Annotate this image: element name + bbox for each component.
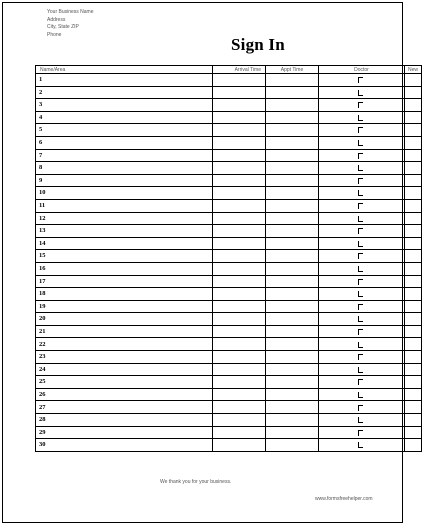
new-cell[interactable] [405,439,422,452]
table-row [36,388,422,401]
new-patient-checkbox[interactable] [358,354,363,360]
new-cell[interactable] [405,414,422,427]
name-cell[interactable] [36,124,213,137]
appt-time-cell[interactable] [266,401,319,414]
table-row [36,313,422,326]
new-patient-checkbox[interactable] [358,190,363,196]
new-cell[interactable] [405,250,422,263]
name-cell[interactable] [36,174,213,187]
appt-time-cell[interactable] [266,99,319,112]
name-cell[interactable] [36,414,213,427]
new-patient-checkbox[interactable] [358,342,363,348]
row-number: 21 [39,328,46,335]
name-cell[interactable] [36,262,213,275]
arrival-time-cell[interactable] [213,212,266,225]
table-row [36,187,422,200]
row-number: 8 [39,164,43,172]
new-patient-checkbox[interactable] [358,291,363,297]
business-info [47,9,94,39]
arrival-time-cell[interactable] [213,338,266,351]
new-cell[interactable] [405,363,422,376]
arrival-time-cell[interactable] [213,111,266,124]
row-number: 11 [39,202,46,209]
new-patient-checkbox[interactable] [358,216,363,222]
name-cell[interactable] [36,376,213,389]
new-cell[interactable] [405,426,422,439]
appt-time-cell[interactable] [266,199,319,212]
table-row [36,174,422,187]
arrival-time-cell[interactable] [213,86,266,99]
table-row [36,86,422,99]
appt-time-cell[interactable] [266,325,319,338]
new-patient-checkbox[interactable] [358,165,363,171]
new-patient-checkbox[interactable] [358,228,363,234]
row-number: 7 [39,151,43,159]
row-number: 14 [39,239,46,247]
row-number: 28 [39,416,46,424]
new-cell[interactable] [405,99,422,112]
new-patient-checkbox[interactable] [358,329,363,335]
table-row [36,199,422,212]
business-city-state-zip: City, State ZIP [47,24,79,30]
name-cell[interactable] [36,111,213,124]
arrival-time-cell[interactable] [213,149,266,162]
appt-time-cell[interactable] [266,187,319,200]
appt-time-cell[interactable] [266,376,319,389]
appt-time-cell[interactable] [266,237,319,250]
row-number: 18 [39,290,46,298]
appt-time-cell[interactable] [266,351,319,364]
table-row [36,237,422,250]
new-cell[interactable] [405,199,422,212]
table-row [36,414,422,427]
row-number: 3 [39,101,43,109]
table-row [36,111,422,124]
table-row [36,225,422,238]
arrival-time-cell[interactable] [213,300,266,313]
sign-in-table [35,65,422,452]
new-patient-checkbox[interactable] [358,203,363,209]
appt-time-cell[interactable] [266,136,319,149]
arrival-time-cell[interactable] [213,136,266,149]
new-patient-checkbox[interactable] [358,279,363,285]
table-row [36,99,422,112]
new-cell[interactable] [405,275,422,288]
column-header-appt-time: Appt Time [266,66,319,74]
name-cell[interactable] [36,225,213,238]
new-cell[interactable] [405,86,422,99]
arrival-time-cell[interactable] [213,401,266,414]
table-row [36,275,422,288]
row-number: 6 [39,139,43,146]
new-patient-checkbox[interactable] [358,430,363,436]
row-number: 2 [39,88,43,96]
row-number: 19 [39,302,46,310]
row-number: 29 [39,428,46,436]
arrival-time-cell[interactable] [213,439,266,452]
table-row [36,363,422,376]
table-row [36,426,422,439]
table-header-row [36,66,422,74]
column-header-arrival-time: Arrival Time [213,66,266,74]
website-url: www.formsfreehelper.com [315,496,373,502]
new-cell[interactable] [405,388,422,401]
row-number: 27 [39,403,46,411]
new-patient-checkbox[interactable] [358,304,363,310]
new-cell[interactable] [405,338,422,351]
name-cell[interactable] [36,199,213,212]
new-patient-checkbox[interactable] [358,367,363,373]
new-patient-checkbox[interactable] [358,392,363,398]
appt-time-cell[interactable] [266,426,319,439]
arrival-time-cell[interactable] [213,363,266,376]
appt-time-cell[interactable] [266,363,319,376]
name-cell[interactable] [36,325,213,338]
appt-time-cell[interactable] [266,162,319,175]
appt-time-cell[interactable] [266,262,319,275]
thank-you-note: We thank you for your business. [160,479,232,485]
table-row [36,136,422,149]
new-cell[interactable] [405,401,422,414]
name-cell[interactable] [36,313,213,326]
appt-time-cell[interactable] [266,338,319,351]
arrival-time-cell[interactable] [213,426,266,439]
arrival-time-cell[interactable] [213,187,266,200]
new-cell[interactable] [405,237,422,250]
row-number: 23 [39,353,46,361]
table-row [36,162,422,175]
new-patient-checkbox[interactable] [358,178,363,184]
arrival-time-cell[interactable] [213,325,266,338]
name-cell[interactable] [36,275,213,288]
name-cell[interactable] [36,162,213,175]
appt-time-cell[interactable] [266,250,319,263]
name-cell[interactable] [36,401,213,414]
business-address: Address [47,16,66,23]
new-cell[interactable] [405,74,422,87]
table-row [36,74,422,87]
table-row [36,401,422,414]
name-cell[interactable] [36,300,213,313]
table-row [36,288,422,301]
column-header-doctor: Doctor [319,66,405,74]
page-title: Sign In [231,35,285,54]
appt-time-cell[interactable] [266,275,319,288]
new-patient-checkbox[interactable] [358,241,363,247]
new-cell[interactable] [405,325,422,338]
table-row [36,250,422,263]
new-patient-checkbox[interactable] [358,316,363,322]
row-number: 10 [39,189,46,197]
name-cell[interactable] [36,86,213,99]
arrival-time-cell[interactable] [213,199,266,212]
appt-time-cell[interactable] [266,414,319,427]
appt-time-cell[interactable] [266,86,319,99]
business-name: Your Business Name [47,9,94,15]
new-cell[interactable] [405,225,422,238]
name-cell[interactable] [36,74,213,87]
table-row [36,262,422,275]
row-number: 15 [39,252,46,260]
column-header-new: New [405,66,422,74]
new-cell[interactable] [405,313,422,326]
table-row [36,300,422,313]
new-cell[interactable] [405,174,422,187]
appt-time-cell[interactable] [266,313,319,326]
appt-time-cell[interactable] [266,212,319,225]
arrival-time-cell[interactable] [213,351,266,364]
appt-time-cell[interactable] [266,124,319,137]
new-patient-checkbox[interactable] [358,90,363,96]
arrival-time-cell[interactable] [213,288,266,301]
business-phone: Phone [47,31,62,38]
arrival-time-cell[interactable] [213,376,266,389]
row-number: 5 [39,126,43,134]
new-patient-checkbox[interactable] [358,115,363,121]
new-cell[interactable] [405,124,422,137]
new-cell[interactable] [405,300,422,313]
row-number: 20 [39,315,46,323]
table-row [36,351,422,364]
new-patient-checkbox[interactable] [358,379,363,385]
appt-time-cell[interactable] [266,111,319,124]
name-cell[interactable] [36,363,213,376]
new-patient-checkbox[interactable] [358,442,363,448]
new-patient-checkbox[interactable] [358,140,363,146]
name-cell[interactable] [36,250,213,263]
new-patient-checkbox[interactable] [358,102,363,108]
new-patient-checkbox[interactable] [358,253,363,259]
table-row [36,124,422,137]
appt-time-cell[interactable] [266,74,319,87]
arrival-time-cell[interactable] [213,414,266,427]
new-cell[interactable] [405,187,422,200]
name-cell[interactable] [36,136,213,149]
new-cell[interactable] [405,111,422,124]
appt-time-cell[interactable] [266,288,319,301]
arrival-time-cell[interactable] [213,225,266,238]
row-number: 13 [39,227,46,235]
appt-time-cell[interactable] [266,225,319,238]
arrival-time-cell[interactable] [213,275,266,288]
row-number: 17 [39,277,46,285]
row-number: 22 [39,340,46,348]
arrival-time-cell[interactable] [213,237,266,250]
row-number: 4 [39,113,43,121]
new-patient-checkbox[interactable] [358,417,363,423]
appt-time-cell[interactable] [266,300,319,313]
row-number: 9 [39,176,43,184]
arrival-time-cell[interactable] [213,313,266,326]
name-cell[interactable] [36,288,213,301]
appt-time-cell[interactable] [266,439,319,452]
arrival-time-cell[interactable] [213,174,266,187]
new-patient-checkbox[interactable] [358,266,363,272]
name-cell[interactable] [36,237,213,250]
name-cell[interactable] [36,351,213,364]
arrival-time-cell[interactable] [213,74,266,87]
column-header-name: Name/Area [36,66,213,74]
new-cell[interactable] [405,288,422,301]
table-row [36,325,422,338]
row-number: 26 [39,391,46,398]
arrival-time-cell[interactable] [213,262,266,275]
appt-time-cell[interactable] [266,149,319,162]
table-row [36,212,422,225]
name-cell[interactable] [36,426,213,439]
arrival-time-cell[interactable] [213,388,266,401]
name-cell[interactable] [36,99,213,112]
row-number: 1 [39,76,43,83]
new-cell[interactable] [405,351,422,364]
row-number: 24 [39,365,46,373]
name-cell[interactable] [36,149,213,162]
row-number: 16 [39,265,46,272]
new-cell[interactable] [405,149,422,162]
new-cell[interactable] [405,162,422,175]
arrival-time-cell[interactable] [213,250,266,263]
name-cell[interactable] [36,338,213,351]
new-cell[interactable] [405,136,422,149]
new-cell[interactable] [405,262,422,275]
table-row [36,376,422,389]
name-cell[interactable] [36,388,213,401]
table-row [36,149,422,162]
arrival-time-cell[interactable] [213,162,266,175]
name-cell[interactable] [36,439,213,452]
row-number: 25 [39,378,46,386]
name-cell[interactable] [36,212,213,225]
new-patient-checkbox[interactable] [358,405,363,411]
new-cell[interactable] [405,212,422,225]
appt-time-cell[interactable] [266,388,319,401]
row-number: 30 [39,441,46,449]
new-cell[interactable] [405,376,422,389]
sign-in-sheet [2,2,418,523]
arrival-time-cell[interactable] [213,124,266,137]
new-patient-checkbox[interactable] [358,77,363,83]
arrival-time-cell[interactable] [213,99,266,112]
new-patient-checkbox[interactable] [358,153,363,159]
table-row [36,439,422,452]
new-patient-checkbox[interactable] [358,127,363,133]
table-row [36,338,422,351]
appt-time-cell[interactable] [266,174,319,187]
row-number: 12 [39,214,46,222]
name-cell[interactable] [36,187,213,200]
